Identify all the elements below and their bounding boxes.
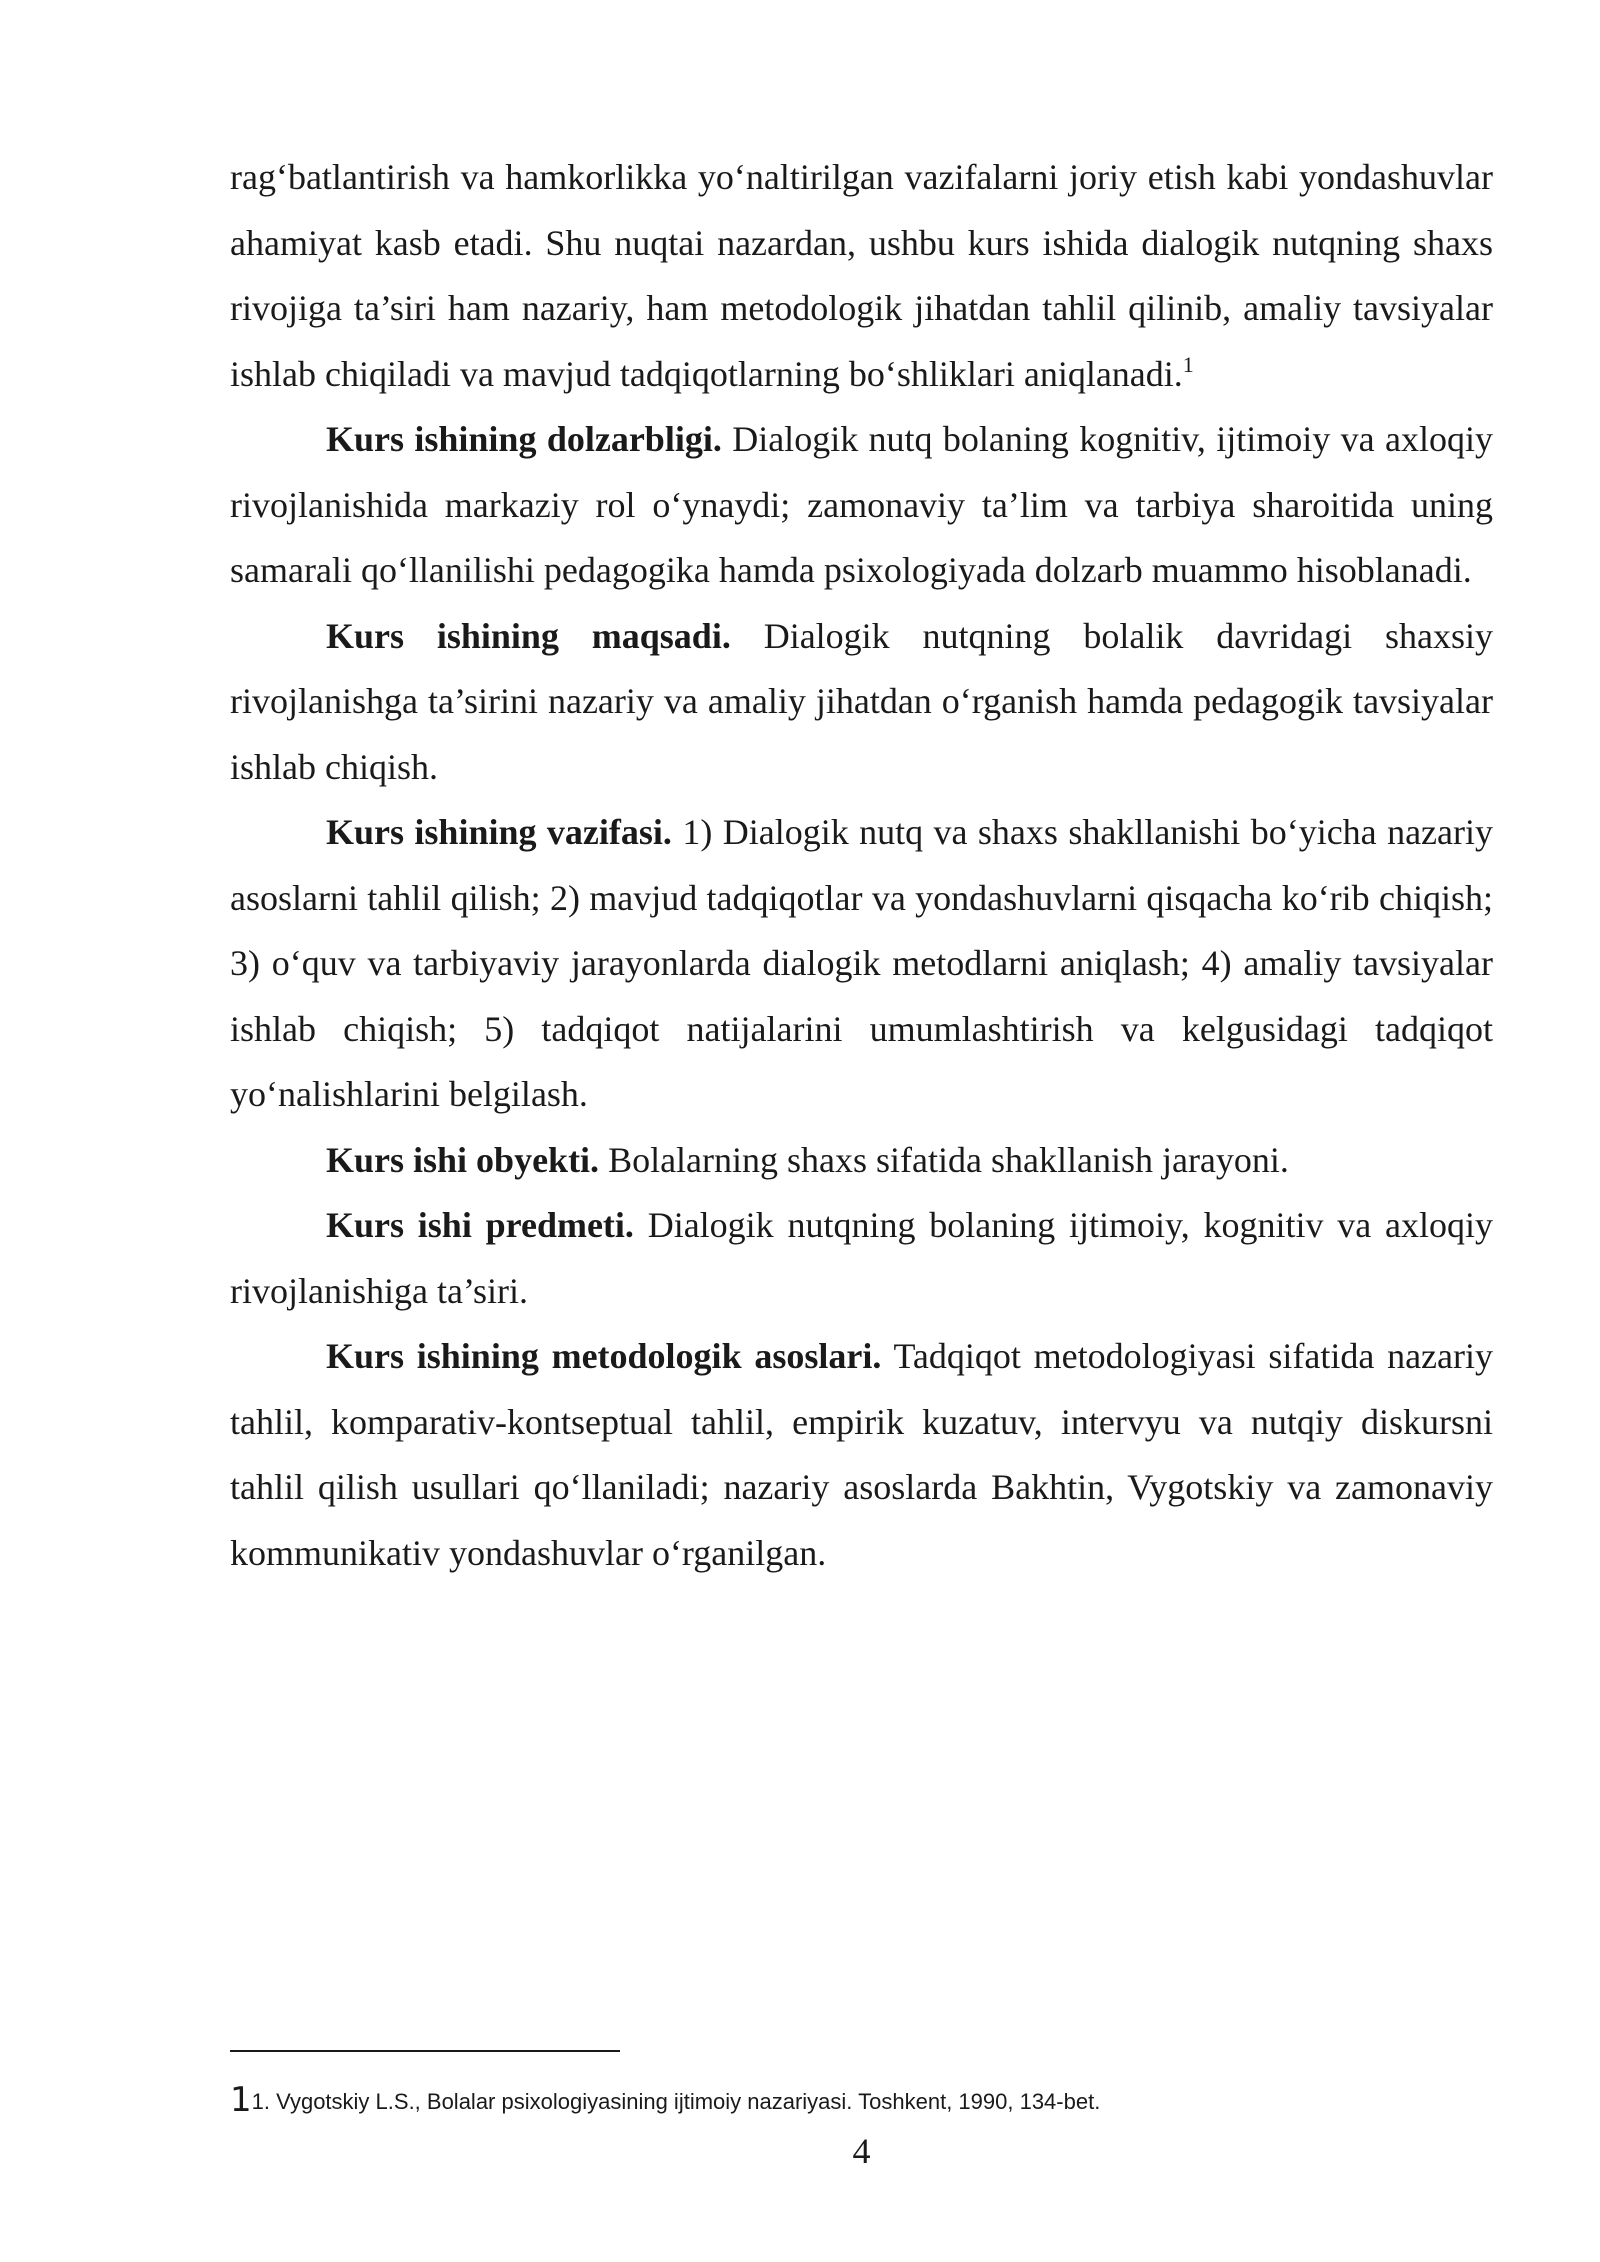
paragraph-heading: Kurs ishi obyekti. [326, 1139, 600, 1180]
paragraph-heading: Kurs ishi predmeti. [326, 1205, 634, 1245]
paragraph-methodology [230, 1324, 1493, 1586]
footnote [230, 2080, 1493, 2120]
footnote-number: 1 [230, 2080, 252, 2120]
paragraph-text: rag‘batlantirish va hamkorlikka yo‘naltirilgan vazifalarni joriy etish kabi yondashuvlar ahamiyat kasb etadi. Shu nuqtai nazardan, ushbu kurs ishida dialogik nutqning shaxs rivojiga ta’siri ham nazariy, ham metodologik jihatdan tahlil qilinib, amaliy tavsiyalar ishlab chiqiladi va mavjud tadqiqotlarning bo‘shliklari aniqlanadi. [230, 157, 1493, 394]
paragraph-text: Dialogik nutqning bolalik davridagi shaxsiy rivojlanishga ta’sirini nazariy va amaliy jihatdan o‘rganish hamda pedagogik tavsiyalar ishlab chiqish. [230, 615, 1494, 787]
paragraph-relevance [230, 407, 1493, 604]
paragraph-text: Dialogik nutq bolaning kognitiv, ijtimoiy va axloqiy rivojlanishida markaziy rol o‘ynaydi; zamonaviy ta’lim va tarbiya sharoitida uning samarali qo‘llanilishi pedagogika hamda psixologiyada dolzarb muammo hisoblanadi. [230, 419, 1494, 590]
paragraph-intro-continuation [230, 145, 1493, 407]
footnote-reference[interactable]: 1 [1182, 351, 1194, 377]
footnote-text: 1. Vygotskiy L.S., Bolalar psixologiyasining ijtimoiy nazariyasi. Toshkent, 1990, 134-bet. [251, 2089, 1101, 2114]
paragraph-text: 1) Dialogik nutq va shaxs shakllanishi bo‘yicha nazariy asoslarni tahlil qilish; 2) mavjud tadqiqotlar va yondashuvlarni qisqacha ko‘rib chiqish; 3) o‘quv va tarbiyaviy jarayonlarda dialogik metodlarni aniqlash; 4) amaliy tavsiyalar ishlab chiqish; 5) tadqiqot natijalarini umumlashtirish va kelgusidagi tadqiqot yo‘nalishlarini belgilash. [230, 812, 1494, 1114]
paragraph-subject [230, 1193, 1493, 1324]
paragraph-heading: Kurs ishining metodologik asoslari. [326, 1336, 882, 1376]
paragraph-tasks [230, 800, 1493, 1128]
paragraph-text: Dialogik nutqning bolaning ijtimoiy, kognitiv va axloqiy rivojlanishiga ta’siri. [230, 1205, 1493, 1311]
page-number: 4 [852, 2131, 871, 2171]
page-body [230, 145, 1493, 1586]
paragraph-heading: Kurs ishining dolzarbligi. [326, 419, 722, 459]
paragraph-text: Bolalarning shaxs sifatida shakllanish jarayoni. [599, 1139, 1289, 1180]
paragraph-heading: Kurs ishining maqsadi. [326, 615, 731, 656]
paragraph-heading: Kurs ishining vazifasi. [326, 812, 672, 852]
paragraph-text: Tadqiqot metodologiyasi sifatida nazariy tahlil, komparativ-kontseptual tahlil, empirik kuzatuv, intervyu va nutqiy diskursni tahlil qilish usullari qo‘llaniladi; nazariy asoslarda Bakhtin, Vygotskiy va zamonaviy kommunikativ yondashuvlar o‘rganilgan. [230, 1336, 1493, 1573]
paragraph-purpose [230, 604, 1493, 801]
paragraph-object [230, 1128, 1493, 1194]
footnote-separator [230, 2050, 620, 2052]
